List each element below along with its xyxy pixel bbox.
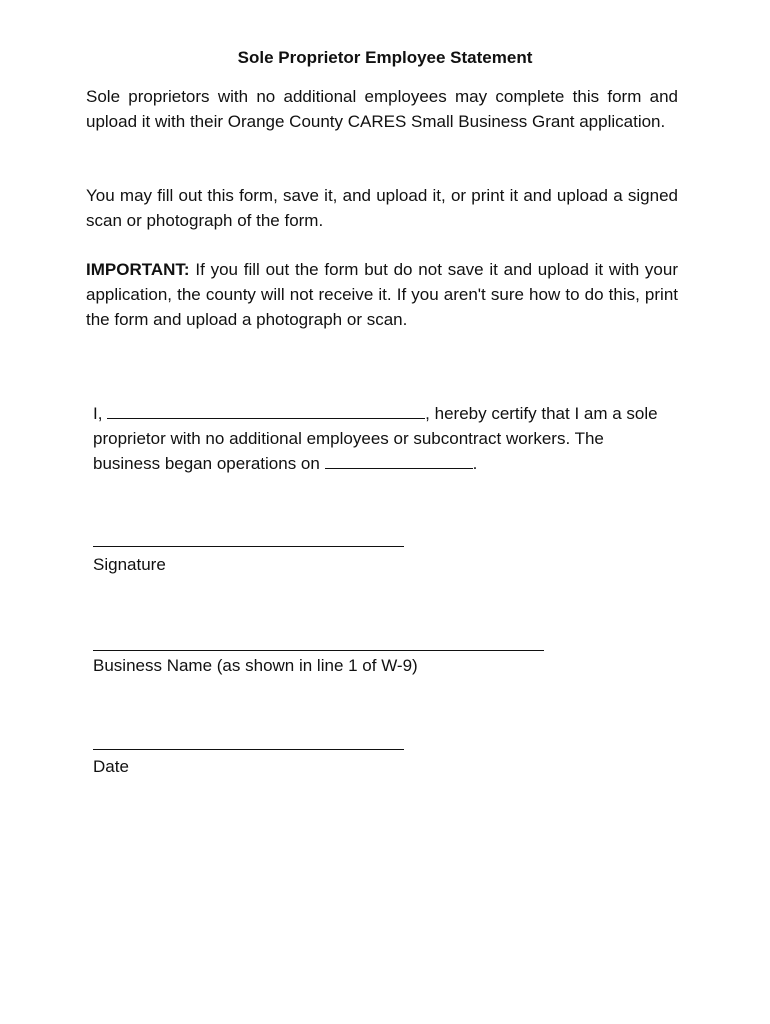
signature-line[interactable] [93, 546, 404, 547]
instructions-paragraph: You may fill out this form, save it, and upload it, or print it and upload a signed scan or photograph of the form. [86, 186, 678, 230]
proprietor-name-field[interactable] [107, 402, 425, 419]
cert-prefix: I, [93, 404, 108, 423]
operations-start-date-field[interactable] [325, 452, 473, 469]
cert-middle: , hereby certify that I am a sole proprietor with no additional employees or subcontract workers. The business began operations on [93, 404, 658, 473]
document-title: Sole Proprietor Employee Statement [237, 48, 533, 67]
signature-label: Signature [93, 555, 166, 574]
cert-suffix: . [472, 454, 478, 473]
date-label: Date [93, 757, 129, 776]
important-label: IMPORTANT: [86, 260, 190, 279]
important-paragraph [86, 257, 678, 332]
certification-statement [93, 401, 663, 476]
important-text: If you fill out the form but do not save it and upload it with your application, the county will not receive it. If you aren't sure how to do this, print the form and upload a photograph or scan. [86, 260, 678, 329]
intro-paragraph: Sole proprietors with no additional employees may complete this form and upload it with their Orange County CARES Small Business Grant application. [86, 87, 678, 131]
business-name-label: Business Name (as shown in line 1 of W-9) [93, 656, 418, 675]
date-line[interactable] [93, 749, 404, 750]
business-name-line[interactable] [93, 650, 544, 651]
